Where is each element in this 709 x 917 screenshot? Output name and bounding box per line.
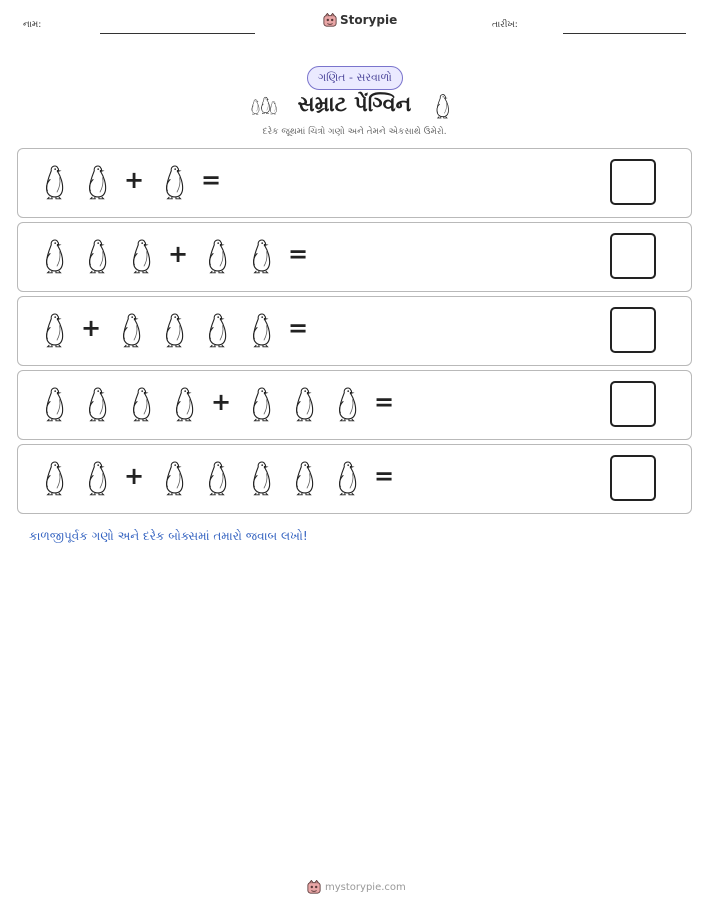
equals-sign: =	[201, 166, 222, 194]
penguin-icon	[161, 163, 189, 201]
penguin-icon	[248, 385, 276, 423]
brand	[323, 13, 397, 27]
penguin-icon	[291, 459, 319, 497]
penguin-icon	[84, 237, 112, 275]
instruction-text: કાળજીપૂર્વક ગણો અને દરેક બોક્સમાં તમારો જવાબ લખો!	[29, 529, 308, 543]
penguin-icon	[84, 459, 112, 497]
penguin-icon	[204, 237, 232, 275]
answer-box[interactable]	[610, 455, 656, 501]
plus-sign: +	[168, 240, 189, 268]
name-field-line[interactable]	[100, 33, 255, 34]
plus-sign: +	[81, 314, 102, 342]
problem-row-1	[17, 148, 692, 218]
penguin-icon	[161, 311, 189, 349]
answer-box[interactable]	[610, 233, 656, 279]
date-field-line[interactable]	[563, 33, 686, 34]
penguin-icon	[334, 385, 362, 423]
date-label: તારીખ:	[492, 20, 518, 30]
penguin-icon	[84, 385, 112, 423]
page-title: સમ્રાટ પેંગ્વિન	[297, 92, 412, 116]
storypie-logo-icon	[307, 880, 321, 894]
penguin-icon	[248, 459, 276, 497]
penguin-icon	[171, 385, 199, 423]
equals-sign: =	[288, 314, 309, 342]
brand-name: Storypie	[340, 13, 398, 27]
footer-url: mystorypie.com	[325, 881, 406, 893]
penguin-icon	[118, 311, 146, 349]
equals-sign: =	[374, 462, 395, 490]
penguin-icon	[334, 459, 362, 497]
plus-sign: +	[124, 166, 145, 194]
penguin-icon	[128, 237, 156, 275]
penguin-icon	[84, 163, 112, 201]
penguin-icon	[433, 91, 453, 121]
penguin-icon	[291, 385, 319, 423]
penguin-icon	[248, 311, 276, 349]
penguin-icon	[128, 385, 156, 423]
equals-sign: =	[288, 240, 309, 268]
penguin-icon	[248, 237, 276, 275]
answer-box[interactable]	[610, 307, 656, 353]
plus-sign: +	[211, 388, 232, 416]
problem-row-2	[17, 222, 692, 292]
penguin-icon	[161, 459, 189, 497]
penguin-icon	[41, 459, 69, 497]
penguin-icon	[204, 459, 232, 497]
plus-sign: +	[124, 462, 145, 490]
penguin-icon	[41, 385, 69, 423]
answer-box[interactable]	[610, 381, 656, 427]
subject-tag: ગણિત - સરવાળો	[307, 66, 403, 90]
footer	[307, 880, 406, 894]
penguin-icon	[41, 163, 69, 201]
storypie-logo-icon	[323, 13, 337, 27]
equals-sign: =	[374, 388, 395, 416]
penguin-icon	[41, 237, 69, 275]
problem-row-3	[17, 296, 692, 366]
penguin-icon	[41, 311, 69, 349]
page-subtitle: દરેક જૂથમાં ચિત્રો ગણો અને તેમને એકસાથે ઉમેરો.	[262, 127, 447, 137]
name-label: નામ:	[23, 20, 42, 30]
problem-row-5	[17, 444, 692, 514]
penguin-icon	[204, 311, 232, 349]
problem-row-4	[17, 370, 692, 440]
answer-box[interactable]	[610, 159, 656, 205]
